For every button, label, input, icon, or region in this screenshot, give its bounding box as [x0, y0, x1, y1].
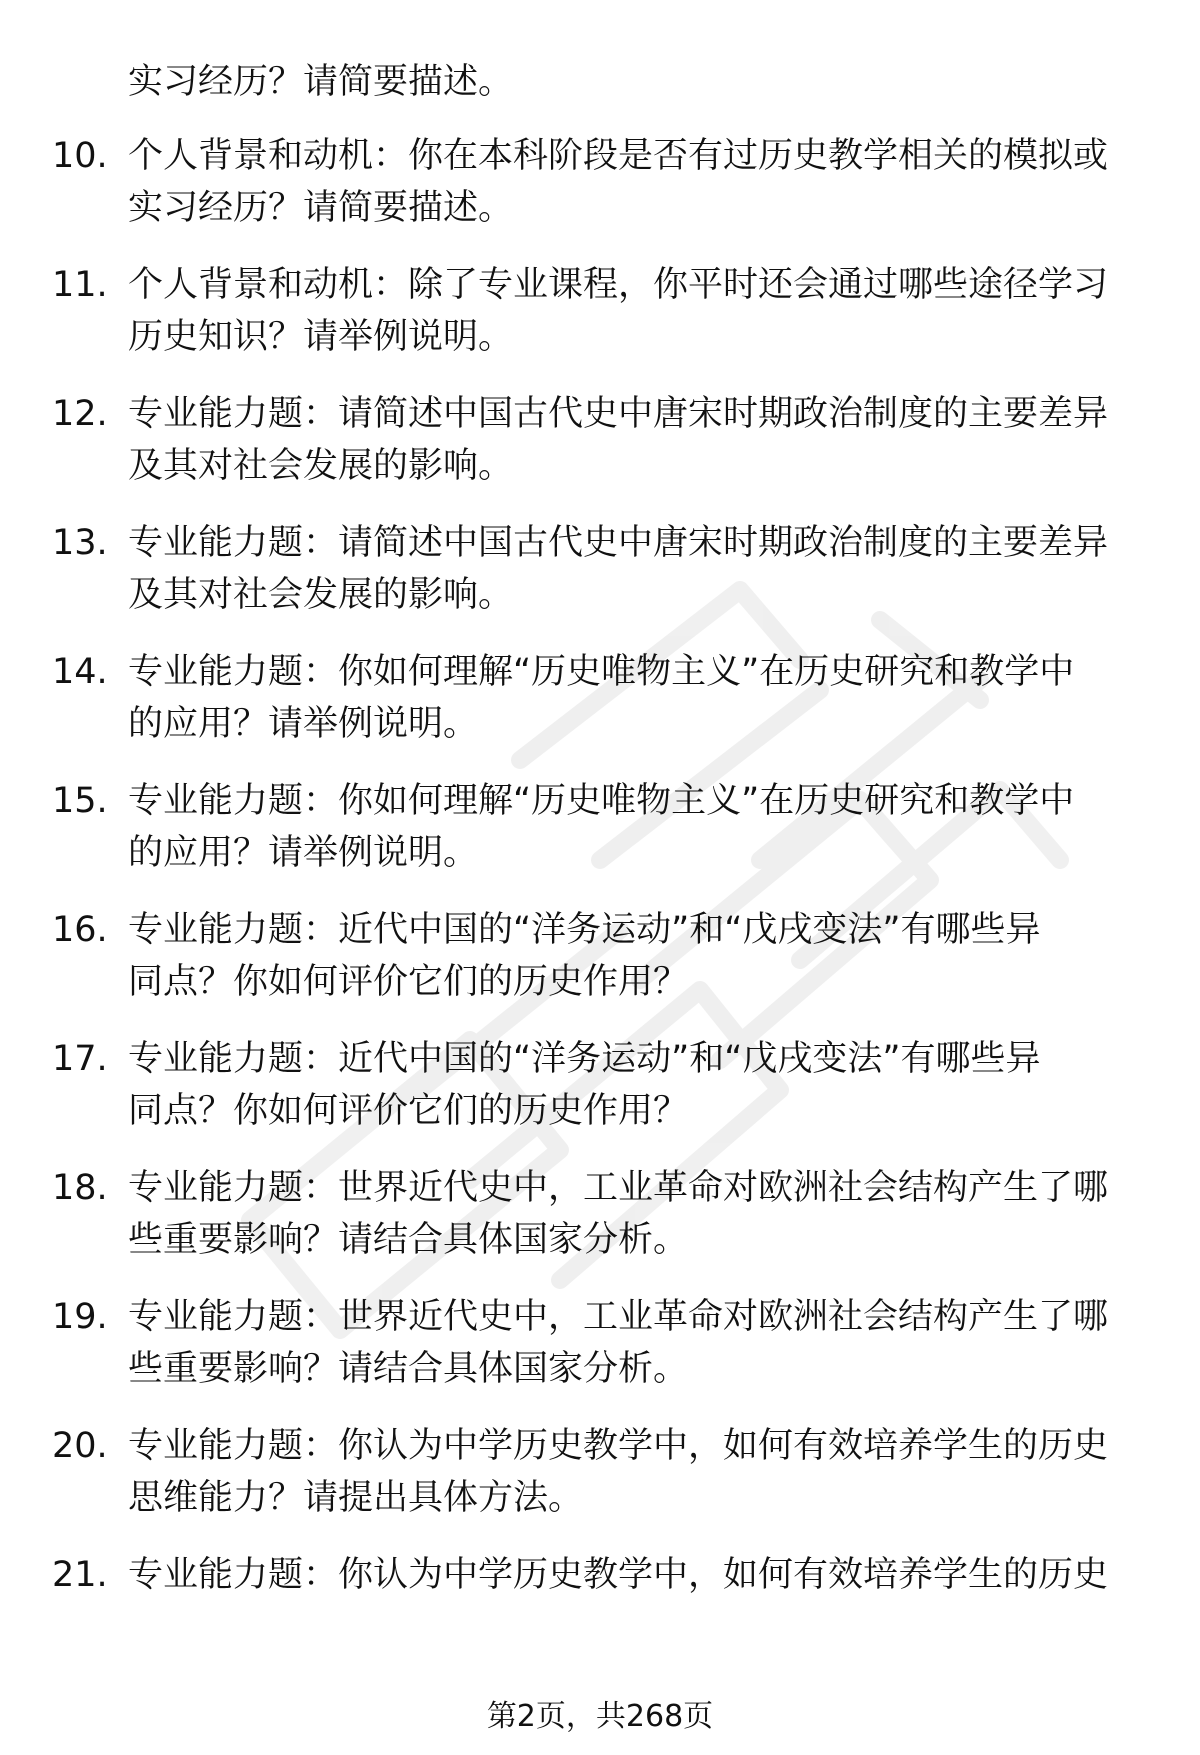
question-number: 17. [52, 1039, 108, 1079]
question-line: 专业能力题：请简述中国古代史中唐宋时期政治制度的主要差异 [128, 523, 1109, 563]
question-number: 20. [52, 1426, 108, 1466]
question-line: 些重要影响？请结合具体国家分析。 [128, 1220, 689, 1260]
question-number: 18. [52, 1168, 108, 1208]
question-line: 专业能力题：请简述中国古代史中唐宋时期政治制度的主要差异 [128, 394, 1109, 434]
question-line: 专业能力题：你认为中学历史教学中，如何有效培养学生的历史 [128, 1555, 1109, 1595]
question-item [0, 517, 1200, 621]
question-line: 实习经历？请简要描述。 [128, 188, 514, 228]
question-line: 专业能力题：近代中国的“洋务运动”和“戊戌变法”有哪些异 [128, 1039, 1041, 1079]
question-line: 的应用？请举例说明。 [128, 833, 479, 873]
question-line: 专业能力题：你认为中学历史教学中，如何有效培养学生的历史 [128, 1426, 1109, 1466]
question-line: 及其对社会发展的影响。 [128, 446, 514, 486]
question-line: 个人背景和动机：你在本科阶段是否有过历史教学相关的模拟或 [128, 136, 1109, 176]
question-number: 19. [52, 1297, 108, 1337]
question-line: 专业能力题：世界近代史中，工业革命对欧洲社会结构产生了哪 [128, 1168, 1109, 1208]
question-number: 10. [52, 136, 108, 176]
question-line: 及其对社会发展的影响。 [128, 575, 514, 615]
question-item [0, 388, 1200, 492]
question-line: 专业能力题：你如何理解“历史唯物主义”在历史研究和教学中 [128, 652, 1075, 692]
question-number: 11. [52, 265, 108, 305]
question-text [128, 1420, 1138, 1524]
question-text [128, 904, 1138, 1008]
question-item [0, 1420, 1200, 1524]
question-item [0, 904, 1200, 1008]
question-line: 专业能力题：世界近代史中，工业革命对欧洲社会结构产生了哪 [128, 1297, 1109, 1337]
question-text [128, 1162, 1138, 1266]
question-item [0, 259, 1200, 363]
question-number: 15. [52, 781, 108, 821]
question-text [128, 130, 1138, 234]
question-number: 13. [52, 523, 108, 563]
question-number: 14. [52, 652, 108, 692]
question-line: 专业能力题：近代中国的“洋务运动”和“戊戌变法”有哪些异 [128, 910, 1041, 950]
question-number: 21. [52, 1555, 108, 1595]
continued-question-text: 实习经历？请简要描述。 [128, 62, 514, 102]
question-text [128, 646, 1138, 750]
question-number: 12. [52, 394, 108, 434]
question-text [128, 1549, 1138, 1601]
question-item [0, 775, 1200, 879]
question-line: 个人背景和动机：除了专业课程，你平时还会通过哪些途径学习 [128, 265, 1109, 305]
question-item [0, 1549, 1200, 1653]
question-item [0, 1291, 1200, 1395]
question-text [128, 259, 1138, 363]
question-number: 16. [52, 910, 108, 950]
question-item [0, 1033, 1200, 1137]
question-item [0, 646, 1200, 750]
question-item [0, 1162, 1200, 1266]
question-item [0, 130, 1200, 234]
question-text [128, 775, 1138, 879]
question-line: 思维能力？请提出具体方法。 [128, 1478, 584, 1518]
question-line: 同点？你如何评价它们的历史作用？ [128, 1091, 689, 1131]
page-indicator: 第2页，共268页 [486, 1699, 714, 1734]
question-line: 的应用？请举例说明。 [128, 704, 479, 744]
question-line: 专业能力题：你如何理解“历史唯物主义”在历史研究和教学中 [128, 781, 1075, 821]
question-line: 些重要影响？请结合具体国家分析。 [128, 1349, 689, 1389]
question-text [128, 1291, 1138, 1395]
question-line: 历史知识？请举例说明。 [128, 317, 514, 357]
question-line: 同点？你如何评价它们的历史作用？ [128, 962, 689, 1002]
question-text [128, 517, 1138, 621]
question-text [128, 1033, 1138, 1137]
question-text [128, 388, 1138, 492]
question-list [0, 130, 1200, 1678]
